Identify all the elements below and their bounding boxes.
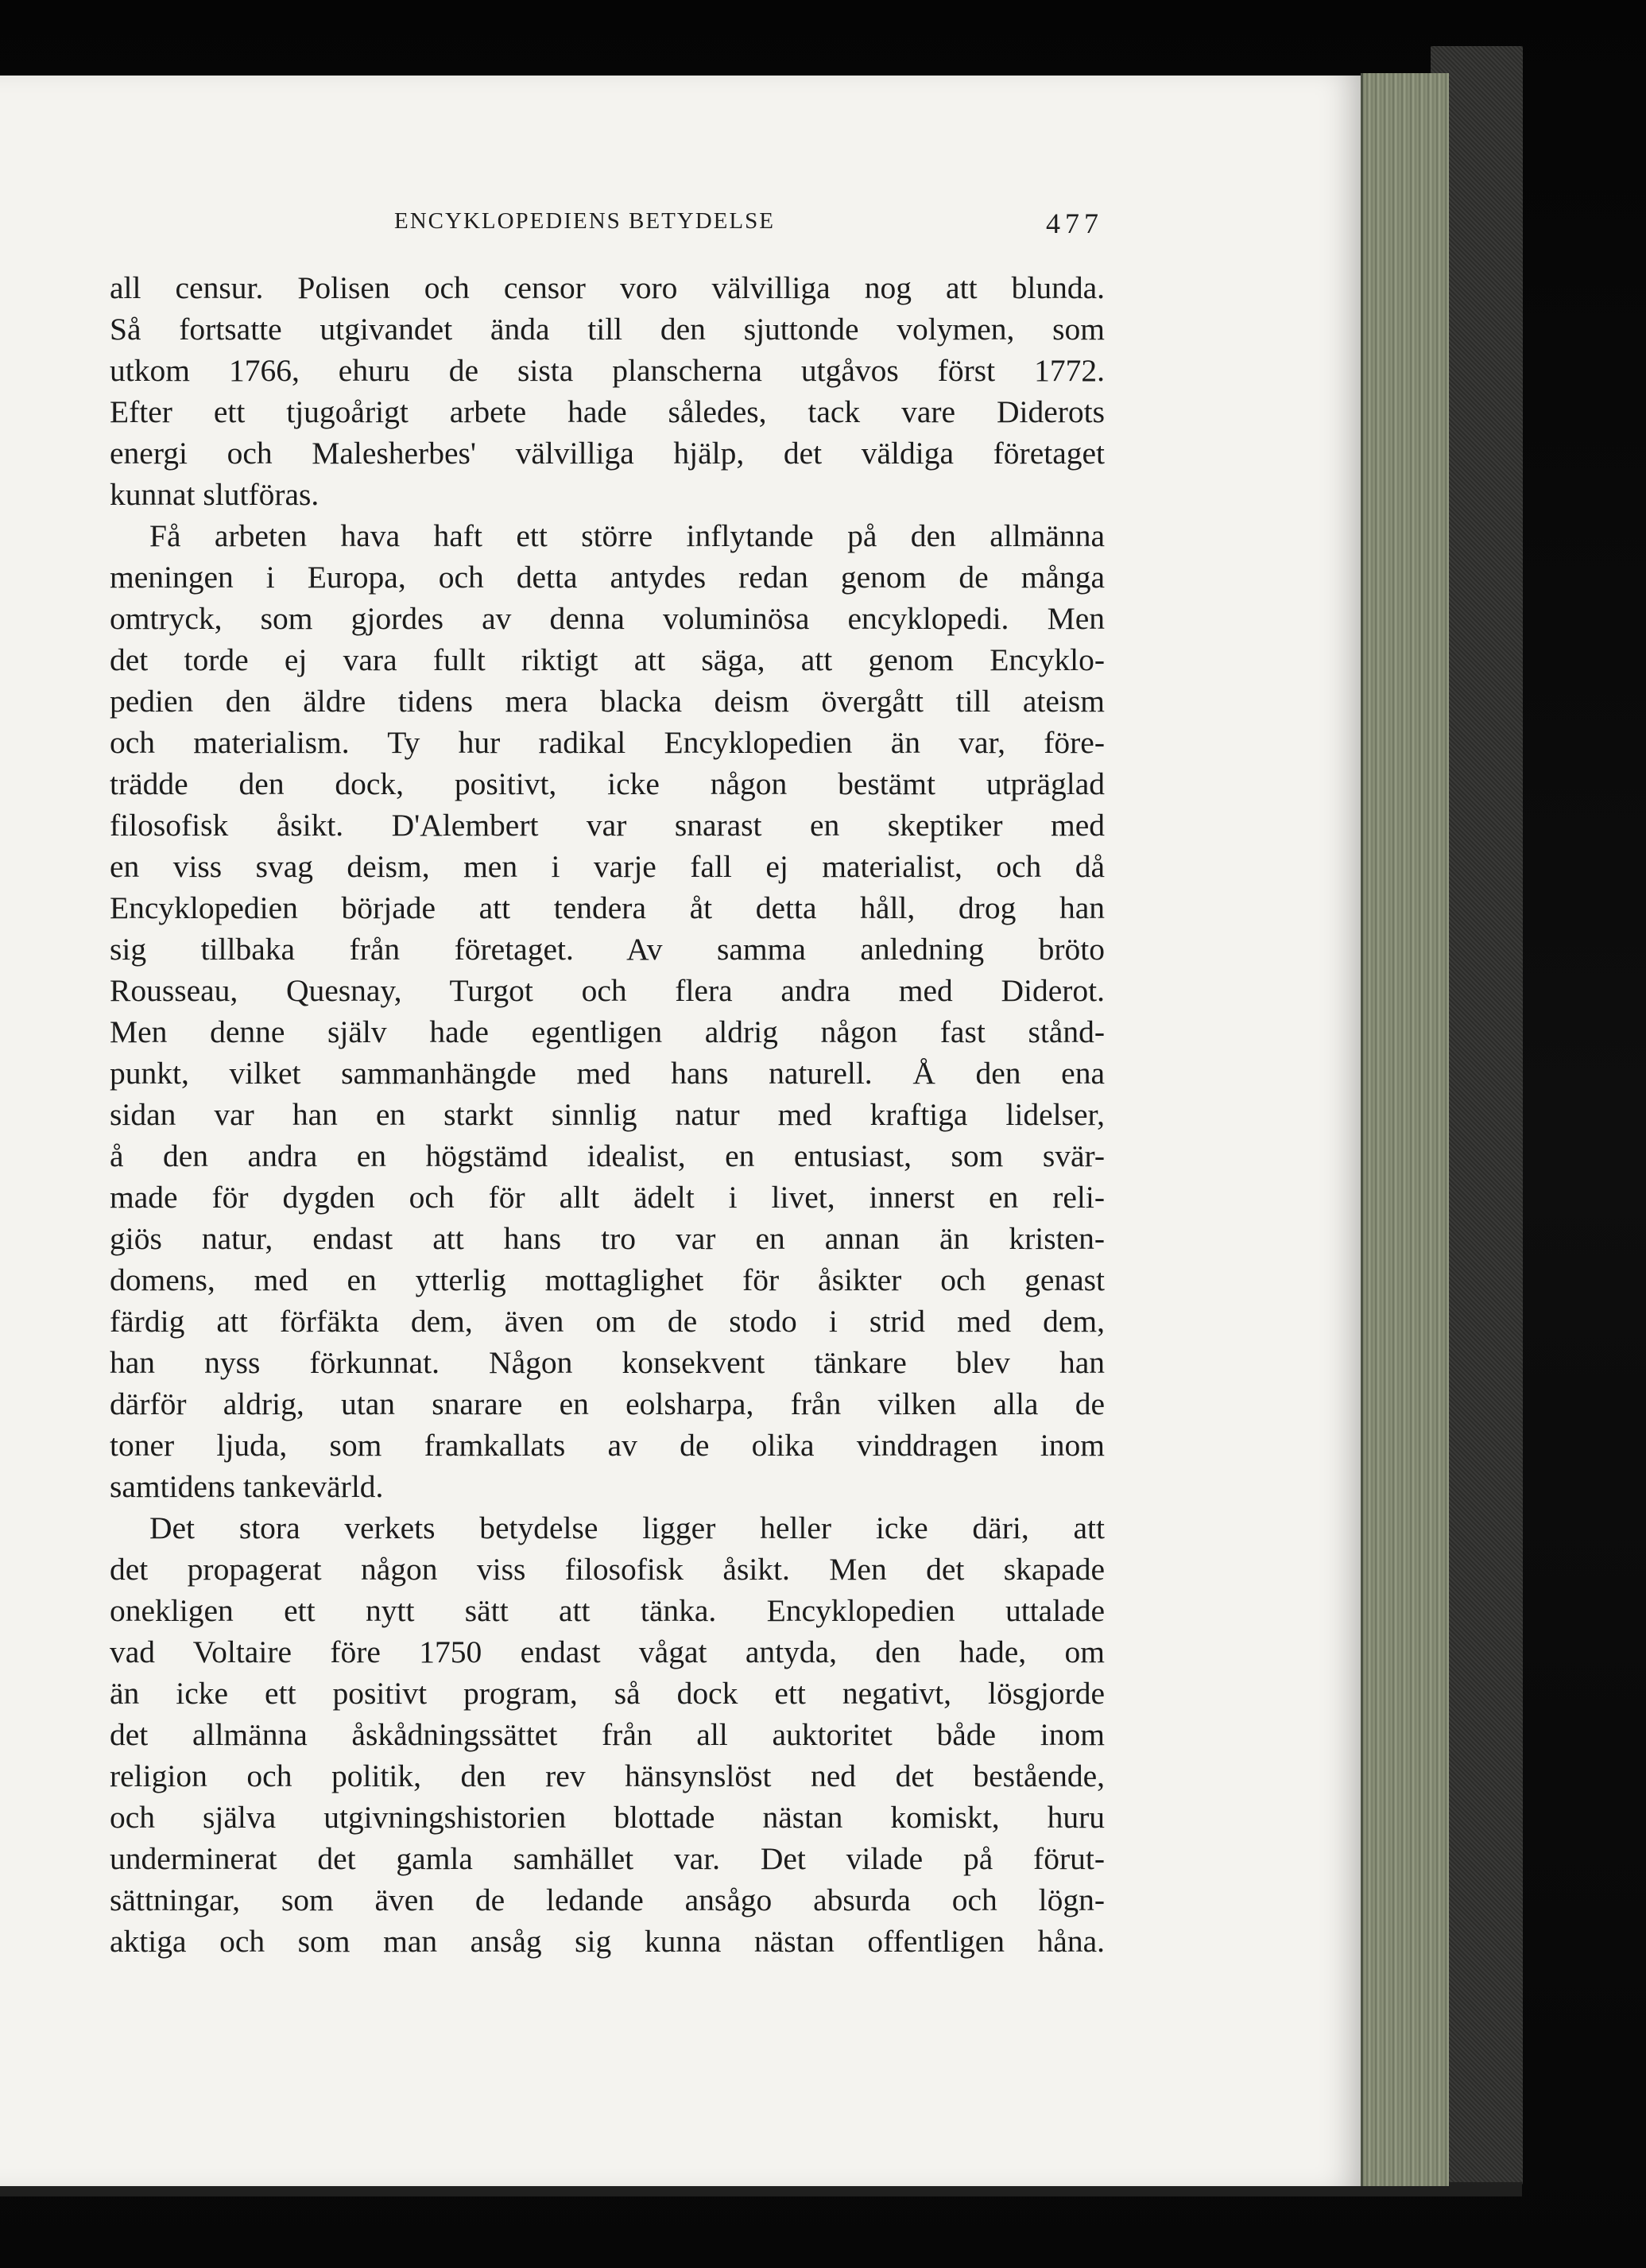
- text-line: giös natur, endast att hans tro var en annan än kristen-: [110, 1221, 1105, 1256]
- text-line: sättningar, som även de ledande ansågo absurda och lögn-: [110, 1882, 1105, 1917]
- text-line: made för dygden och för allt ädelt i livet, innerst en reli-: [110, 1180, 1105, 1215]
- text-line: domens, med en ytterlig mottaglighet för åsikter och genast: [110, 1262, 1105, 1297]
- text-line: färdig att förfäkta dem, även om de stodo i strid med dem,: [110, 1304, 1105, 1339]
- text-line: onekligen ett nytt sätt att tänka. Encyklopedien uttalade: [110, 1593, 1105, 1628]
- body-text: [110, 267, 1105, 1962]
- text-line: meningen i Europa, och detta antydes redan genom de många: [110, 560, 1105, 595]
- text-line: det propagerat någon viss filosofisk åsikt. Men det skapade: [110, 1552, 1105, 1587]
- text-line: än icke ett positivt program, så dock ett negativt, lösgjorde: [110, 1676, 1105, 1711]
- text-line: och materialism. Ty hur radikal Encyklopedien än var, före-: [110, 725, 1105, 760]
- text-line: sig tillbaka från företaget. Av samma anledning bröto: [110, 932, 1105, 967]
- text-line: Rousseau, Quesnay, Turgot och flera andra med Diderot.: [110, 973, 1105, 1008]
- text-line: vad Voltaire före 1750 endast vågat antyda, den hade, om: [110, 1634, 1105, 1669]
- text-line: Men denne själv hade egentligen aldrig någon fast stånd-: [110, 1014, 1105, 1049]
- text-line: Så fortsatte utgivandet ända till den sjuttonde volymen, som: [110, 312, 1105, 347]
- text-line: omtryck, som gjordes av denna voluminösa encyklopedi. Men: [110, 601, 1105, 636]
- text-line: religion och politik, den rev hänsynslöst ned det bestående,: [110, 1758, 1105, 1793]
- text-line: det torde ej vara fullt riktigt att säga, att genom Encyklo-: [110, 642, 1105, 677]
- text-line: filosofisk åsikt. D'Alembert var snarast en skeptiker med: [110, 808, 1105, 843]
- running-title: ENCYKLOPEDIENS BETYDELSE: [394, 208, 775, 234]
- text-line: Få arbeten hava haft ett större inflytande på den allmänna: [149, 518, 1105, 553]
- text-line: kunnat slutföras.: [110, 477, 320, 512]
- text-line: samtidens tankevärld.: [110, 1469, 384, 1504]
- text-line: Det stora verkets betydelse ligger heller icke däri, att: [149, 1510, 1105, 1545]
- text-line: det allmänna åskådningssättet från all auktoritet både inom: [110, 1717, 1105, 1752]
- text-line: en viss svag deism, men i varje fall ej materialist, och då: [110, 849, 1105, 884]
- text-line: därför aldrig, utan snarare en eolsharpa, från vilken alla de: [110, 1386, 1105, 1421]
- text-line: utkom 1766, ehuru de sista planscherna utgåvos först 1772.: [110, 353, 1105, 388]
- text-line: å den andra en högstämd idealist, en entusiast, som svär-: [110, 1138, 1105, 1173]
- text-line: underminerat det gamla samhället var. Det vilade på förut-: [110, 1841, 1105, 1876]
- text-line: sidan var han en starkt sinnlig natur med kraftiga lidelser,: [110, 1097, 1105, 1132]
- page-edges: [1361, 73, 1449, 2186]
- text-line: och själva utgivningshistorien blottade nästan komiskt, huru: [110, 1800, 1105, 1835]
- running-header: [110, 208, 1103, 243]
- text-line: han nyss förkunnat. Någon konsekvent tänkare blev han: [110, 1345, 1105, 1380]
- text-line: energi och Malesherbes' välvilliga hjälp, det väldiga företaget: [110, 436, 1105, 471]
- text-line: all censur. Polisen och censor voro välvilliga nog att blunda.: [110, 270, 1105, 305]
- text-line: toner ljuda, som framkallats av de olika vinddragen inom: [110, 1428, 1105, 1463]
- text-line: Encyklopedien började att tendera åt detta håll, drog han: [110, 890, 1105, 925]
- text-line: Efter ett tjugoårigt arbete hade således, tack vare Diderots: [110, 394, 1105, 429]
- text-line: punkt, vilket sammanhängde med hans naturell. Å den ena: [110, 1056, 1105, 1091]
- page-number: 477: [1046, 207, 1103, 239]
- text-line: aktiga och som man ansåg sig kunna nästan offentligen håna.: [110, 1924, 1105, 1959]
- text-line: pedien den äldre tidens mera blacka deism övergått till ateism: [110, 684, 1105, 719]
- text-line: trädde den dock, positivt, icke någon bestämt utpräglad: [110, 766, 1105, 801]
